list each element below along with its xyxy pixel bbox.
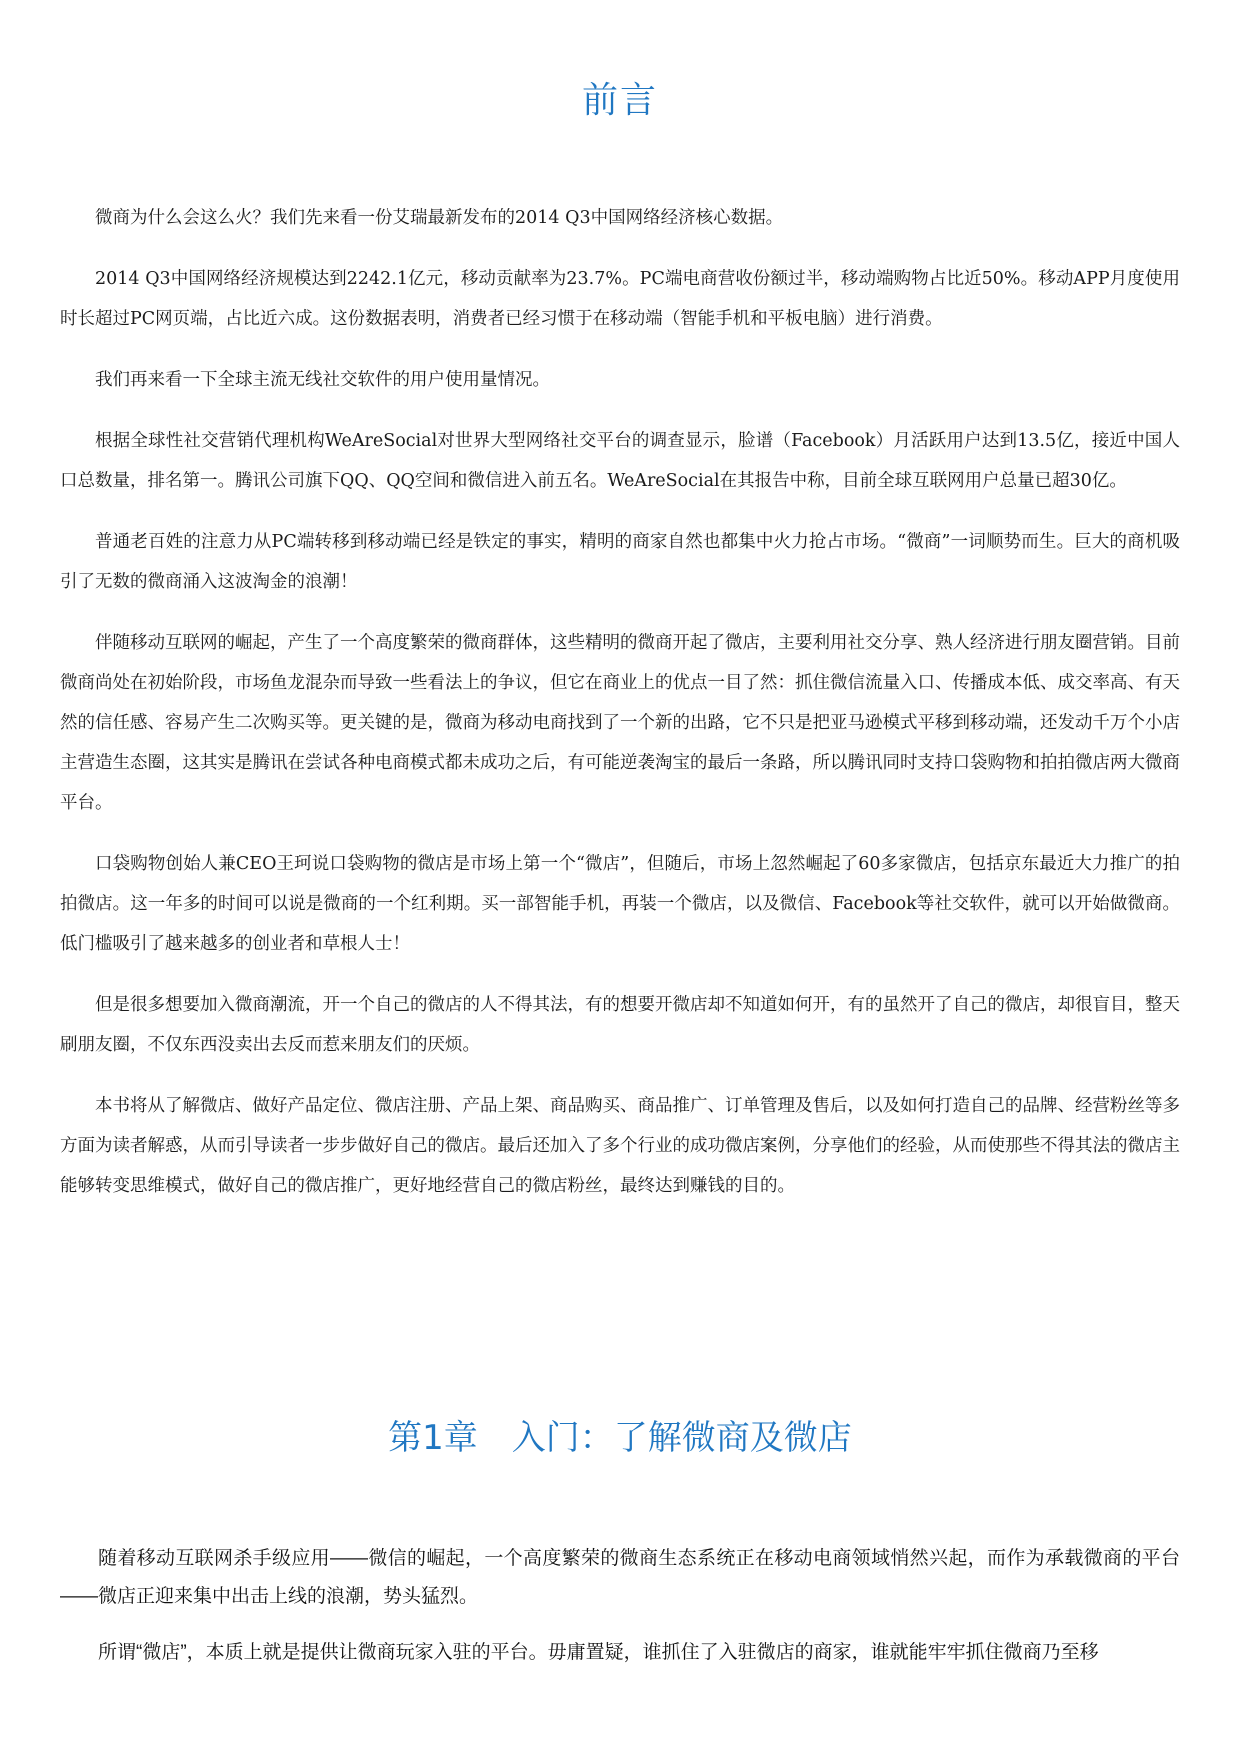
chapter-body: [60, 1540, 1180, 1690]
chapter-paragraph: 所谓“微店”，本质上就是提供让微商玩家入驻的平台。毋庸置疑，谁抓住了入驻微店的商家，谁就能牢牢抓住微商乃至移: [98, 1642, 1099, 1663]
preface-paragraph: 普通老百姓的注意力从PC端转移到移动端已经是铁定的事实，精明的商家自然也都集中火力抢占市场。“微商”一词顺势而生。巨大的商机吸引了无数的微商涌入这波淘金的浪潮！: [60, 532, 1180, 592]
preface-paragraph: 本书将从了解微店、做好产品定位、微店注册、产品上架、商品购买、商品推广、订单管理及售后，以及如何打造自己的品牌、经营粉丝等多方面为读者解惑，从而引导读者一步步做好自己的微店。最后还加入了多个行业的成功微店案例，分享他们的经验，从而使那些不得其法的微店主能够转变思维模式，做好自己的微店推广，更好地经营自己的微店粉丝，最终达到赚钱的目的。: [60, 1096, 1180, 1196]
preface-paragraph: 2014 Q3中国网络经济规模达到2242.1亿元，移动贡献率为23.7%。PC端电商营收份额过半，移动端购物占比近50%。移动APP月度使用时长超过PC网页端，占比近六成。这份数据表明，消费者已经习惯于在移动端（智能手机和平板电脑）进行消费。: [60, 269, 1180, 329]
preface-paragraph: 根据全球性社交营销代理机构WeAreSocial对世界大型网络社交平台的调查显示，脸谱（Facebook）月活跃用户达到13.5亿，接近中国人口总数量，排名第一。腾讯公司旗下QQ、QQ空间和微信进入前五名。WeAreSocial在其报告中称，目前全球互联网用户总量已超30亿。: [60, 431, 1180, 491]
preface-paragraph: 口袋购物创始人兼CEO王珂说口袋购物的微店是市场上第一个“微店”，但随后，市场上忽然崛起了60多家微店，包括京东最近大力推广的拍拍微店。这一年多的时间可以说是微商的一个红利期。买一部智能手机，再装一个微店，以及微信、Facebook等社交软件，就可以开始做微商。低门槛吸引了越来越多的创业者和草根人士！: [60, 854, 1180, 954]
preface-paragraph: 微商为什么会这么火？我们先来看一份艾瑞最新发布的2014 Q3中国网络经济核心数据。: [95, 208, 784, 228]
preface-title: 前言: [581, 80, 658, 121]
chapter-title: 第1章 入门：了解微商及微店: [388, 1418, 852, 1458]
chapter-paragraph: 随着移动互联网杀手级应用——微信的崛起，一个高度繁荣的微商生态系统正在移动电商领域悄然兴起，而作为承载微商的平台——微店正迎来集中出击上线的浪潮，势头猛烈。: [60, 1548, 1180, 1607]
preface-paragraph: 我们再来看一下全球主流无线社交软件的用户使用量情况。: [95, 370, 550, 390]
preface-body: [60, 198, 1180, 1227]
preface-paragraph: 伴随移动互联网的崛起，产生了一个高度繁荣的微商群体，这些精明的微商开起了微店，主要利用社交分享、熟人经济进行朋友圈营销。目前微商尚处在初始阶段，市场鱼龙混杂而导致一些看法上的争议，但它在商业上的优点一目了然：抓住微信流量入口、传播成本低、成交率高、有天然的信任感、容易产生二次购买等。更关键的是，微商为移动电商找到了一个新的出路，它不只是把亚马逊模式平移到移动端，还发动千万个小店主营造生态圈，这其实是腾讯在尝试各种电商模式都未成功之后，有可能逆袭淘宝的最后一条路，所以腾讯同时支持口袋购物和拍拍微店两大微商平台。: [60, 633, 1180, 813]
preface-paragraph: 但是很多想要加入微商潮流，开一个自己的微店的人不得其法，有的想要开微店却不知道如何开，有的虽然开了自己的微店，却很盲目，整天刷朋友圈，不仅东西没卖出去反而惹来朋友们的厌烦。: [60, 995, 1180, 1055]
